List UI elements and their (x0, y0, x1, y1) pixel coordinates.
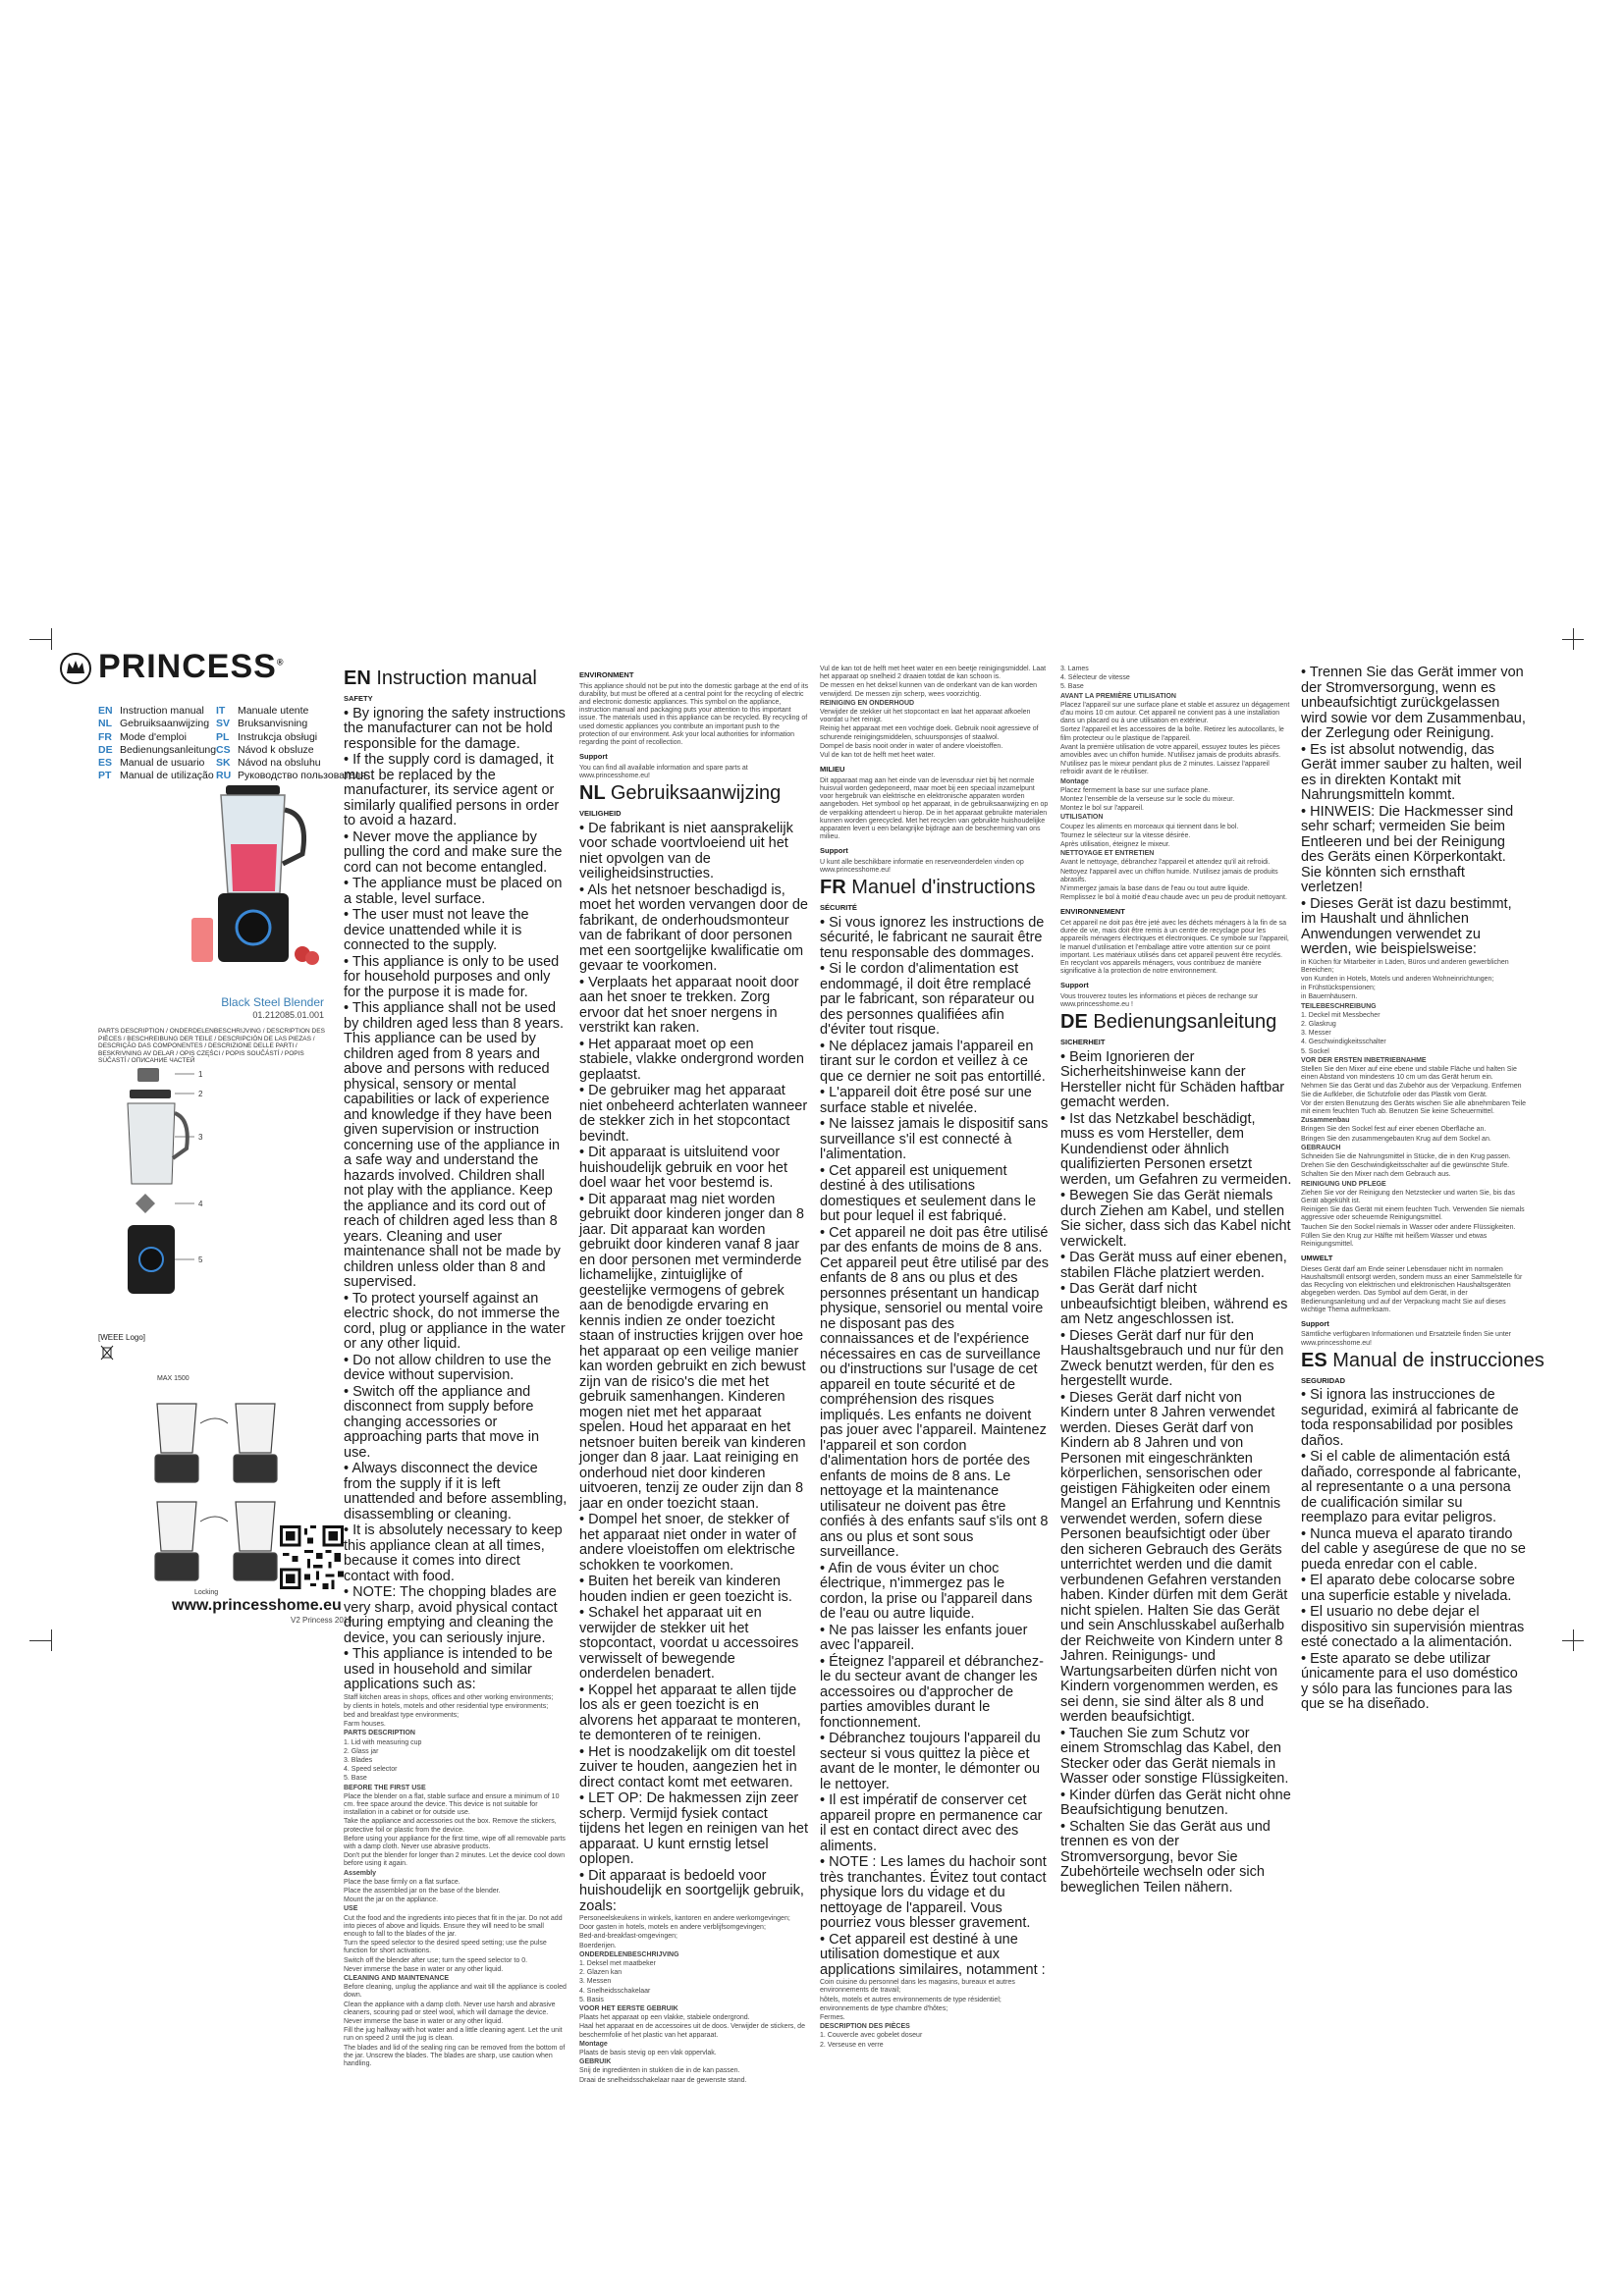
safety-item: • To protect yourself against an electric shock, do not immerse the cord, plug or appliance in the water or any other liquid. (344, 1292, 568, 1353)
crop-mark (51, 628, 52, 650)
safety-item: • Tauchen Sie zum Schutz vor einem Stromschlag das Kabel, den Stecker oder das Gerät niemals in Wasser oder sonstige Flüssigkeiten. (1060, 1727, 1292, 1788)
column-nl (579, 666, 809, 2086)
safety-item: • Cet appareil est uniquement destiné à des utilisations domestiques et seulement dans le but pour lequel il est fabriqué. (820, 1164, 1050, 1225)
safety-item: • Cet appareil est destiné à une utilisation domestique et aux applications similaires, notamment : (820, 1933, 1050, 1979)
safety-item: • Schakel het apparaat uit en verwijder de stekker uit het stopcontact, voordat u accessoires verwisselt of bewegende onderdelen benadert. (579, 1606, 809, 1682)
safety-item: • Dieses Gerät ist dazu bestimmt, im Haushalt und ähnlichen Anwendungen verwendet zu werden, wie beispielsweise: (1301, 897, 1529, 958)
diagram-label: 1 (198, 1070, 203, 1079)
max-label: MAX 1500 (157, 1375, 189, 1382)
safety-item: • By ignoring the safety instructions the manufacturer can not be hold responsible for the damage. (344, 707, 568, 753)
small-text: in Küchen für Mitarbeiter in Läden, Büros und anderen gewerblichen Bereichen; von Kunden in Hotels, Motels und anderen Wohneinrichtungen; in Frühstückspensionen; in Bauernhäusern. TEILEBESCHREIBUNG 1. Deckel mit Messbecher 2. Glaskrug 3. Messer 4. Geschwindigkeitsschalter 5. Sockel VOR DER ERSTEN INBETRIEBNAHME Stellen Sie den Mixer auf eine ebene und stabile Fläche und halten Sie einen Abstand von mindestens 10 cm um das Gerät herum ein. Nehmen Sie das Gerät und das Zubehör aus der Verpackung. Entfernen Sie die Aufkleber, die Schutzfolie oder das Plastik vom Gerät. Vor der ersten Benutzung des Geräts wischen Sie alle abnehmbaren Teile mit einem feuchten Tuch ab. Benutzen Sie keine Scheuermittel. Zusammenbau Bringen Sie den Sockel fest auf einer ebenen Oberfläche an. Bringen Sie den zusammengebauten Krug auf dem Sockel an. GEBRAUCH Schneiden Sie die Nahrungsmittel in Stücke, die in den Krug passen. Drehen Sie den Geschwindigkeitsschalter auf die gewünschte Stufe. Schalten Sie den Mixer nach dem Gebrauch aus. REINIGUNG UND PFLEGE Ziehen Sie vor der Reinigung den Netzstecker und warten Sie, bis das Gerät abgekühlt ist. Reinigen Sie das Gerät mit einem feuchten Tuch. Verwenden Sie niemals aggressive oder scheuernde Reinigungsmittel. Tauchen Sie den Sockel niemals in Wasser oder andere Flüssigkeiten. Füllen Sie den Krug zur Hälfte mit heißem Wasser und etwas Reinigungsmittel. (1301, 958, 1527, 1248)
safety-heading: SEGURIDAD (1301, 1375, 1346, 1385)
small-text: 3. Lames 4. Sélecteur de vitesse 5. Base AVANT LA PREMIÈRE UTILISATION Placez l'appareil sur une surface plane et stable et assurez un dégagement d'au moins 10 cm autour. Cet appareil ne convient pas à une installation dans un placard ou à une utilisation en extérieur. Sortez l'appareil et les accessoires de la boîte. Retirez les autocollants, le film protecteur ou le plastique de l'appareil. Avant la première utilisation de votre appareil, essuyez toutes les pièces amovibles avec un chiffon humide. N'utilisez jamais de produits abrasifs. N'utilisez pas le mixeur pendant plus de 2 minutes. Laissez l'appareil refroidir avant de le réutiliser. Montage Placez fermement la base sur une surface plane. Montez l'ensemble de la verseuse sur le socle du mixeur. Montez le bol sur l'appareil. UTILISATION Coupez les aliments en morceaux qui tiennent dans le bol. Tournez le sélecteur sur la vitesse désirée. Après utilisation, éteignez le mixeur. NETTOYAGE ET ENTRETIEN Avant le nettoyage, débranchez l'appareil et attendez qu'il ait refroidi. Nettoyez l'appareil avec un chiffon humide. N'utilisez jamais de produits abrasifs. N'immergez jamais la base dans de l'eau ou tout autre liquide. Remplissez le bol à moitié d'eau chaude avec un peu de produit nettoyant. (1060, 666, 1290, 902)
parts-diagram (118, 1068, 216, 1313)
safety-item: • Beim Ignorieren der Sicherheitshinweise kann der Hersteller nicht für Schäden haftbar gemacht werden. (1060, 1050, 1292, 1111)
safety-item: • Dit apparaat mag niet worden gebruikt door kinderen jonger dan 8 jaar. Dit apparaat kan worden gebruikt door kinderen vanaf 8 jaar en door personen met verminderde lichamelijke, zintuiglijke of geestelijke vermogens of gebrek aan de benodigde ervaring en kennis indien ze onder toezicht staan of instructies krijgen over hoe het apparaat op een veilige manier kan worden gebruikt en zich bewust zijn van de risico's die met het gebruik samenhangen. Kinderen mogen niet met het apparaat spelen. Houd het apparaat en het netsnoer buiten bereik van kinderen jonger dan 8 jaar. Laat reiniging en onderhoud niet door kinderen uitvoeren, tenzij ze ouder zijn dan 8 jaar en onder toezicht staan. (579, 1193, 809, 1513)
safety-item: • L'appareil doit être posé sur une surface stable et nivelée. (820, 1086, 1050, 1116)
safety-item: • Always disconnect the device from the supply if it is left unattended and before assembling, disassembling or cleaning. (344, 1462, 568, 1522)
safety-item: • Do not allow children to use the device without supervision. (344, 1354, 568, 1384)
support-text: Vous trouverez toutes les informations et pièces de rechange sur www.princesshome.eu ! (1060, 992, 1259, 1009)
safety-item: • Cet appareil ne doit pas être utilisé par des enfants de moins de 8 ans. Cet appareil peut être utilisé par des enfants de 8 ans ou plus et des personnes présentant un handicap physique, sensoriel ou mental voire ne disposant pas des connaissances et de l'expérience nécessaires en cas de surveillance ou d'instructions sur l'usage de cet appareil en toute sécurité et de compréhension des risques impliqués. Les enfants ne doivent pas jouer avec l'appareil. Maintenez l'appareil et son cordon d'alimentation hors de portée des enfants de moins de 8 ans. Le nettoyage et la maintenance utilisateur ne doivent pas être confiés à des enfants sauf s'ils ont 8 ans ou plus et sont sous surveillance. (820, 1226, 1050, 1561)
safety-item: • De gebruiker mag het apparaat niet onbeheerd achterlaten wanneer de stekker zich in het stopcontact bevindt. (579, 1084, 809, 1145)
safety-item: • El aparato debe colocarse sobre una superficie estable y nivelada. (1301, 1574, 1529, 1604)
safety-item: • Afin de vous éviter un choc électrique, n'immergez pas le cordon, la prise ou l'appareil dans de l'eau ou autre liquide. (820, 1562, 1050, 1623)
safety-item: • LET OP: De hakmessen zijn zeer scherp. Vermijd fysiek contact tijdens het legen en reinigen van het apparaat. U kunt ernstig letsel oplopen. (579, 1791, 809, 1868)
safety-item: • This appliance is intended to be used in household and similar applications such as: (344, 1647, 568, 1693)
language-item: NL Gebruiksaanwijzing (98, 718, 210, 730)
date-code: V2 Princess 2015 (291, 1616, 352, 1625)
safety-item: • Il est impératif de conserver cet appareil propre en permanence car il est en contact direct avec des aliments. (820, 1793, 1050, 1854)
safety-list (579, 822, 809, 1915)
small-text: Staff kitchen areas in shops, offices and other working environments; by clients in hotels, motels and other residential type environments; bed and breakfast type environments; Farm houses. PARTS DESCRIPTION 1. Lid with measuring cup 2. Glass jar 3. Blades 4. Speed selector 5. Base BEFORE THE FIRST USE Place the blender on a flat, stable surface and ensure a minimum of 10 cm. free space around the device. This device is not suitable for installation in a cabinet or for outside use. Take the appliance and accessories out the box. Remove the stickers, protective foil or plastic from the device. Before using your appliance for the first time, wipe off all removable parts with a damp cloth. Never use abrasive products. Don't put the blender for longer than 2 minutes. Let the device cool down before using it again. Assembly Place the base firmly on a flat surface. Place the assembled jar on the base of the blender. Mount the jar on the appliance. USE Cut the food and the ingredients into pieces that fit in the jar. Do not add into pieces of above and liquids. Ensure they will need to be small enough to fall to the blades of the jar. Turn the speed selector to the desired speed setting; use the pulse function for short activations. Switch off the blender after use; turn the speed selector to 0. Never immerse the base in water or any other liquid. CLEANING AND MAINTENANCE Before cleaning, unplug the appliance and wait till the appliance is cooled down. Clean the appliance with a damp cloth. Never use harsh and abrasive cleaners, scouring pad or steel wool, which will damage the device. Never immerse the base in water or any other liquid. Fill the jug halfway with hot water and a little cleaning agent. Let the unit run on speed 2 until the jug is clean. The blades and lid of the sealing ring can be removed from the bottom of the jar. Unscrew the blades. The blades are sharp, use caution when handling. (344, 1693, 567, 2068)
safety-list (344, 707, 568, 1693)
safety-list (820, 916, 1050, 1979)
environment-text: Cet appareil ne doit pas être jeté avec les déchets ménagers à la fin de sa durée de vie, mais doit être remis à un centre de recyclage pour les appareils ménagers électriques et électroniques. Ce symbole sur l'appareil, le manuel d'utilisation et l'emballage attire votre attention sur ce point important. Les matériaux utilisés dans cet appareil peuvent être recyclés. En recyclant vos appareils ménagers, vous contribuez de manière significative à la protection de notre environnement. (1060, 919, 1289, 976)
language-item: SK Návod na obsluhu (216, 757, 321, 770)
language-item: EN Instruction manual (98, 705, 204, 717)
safety-item: • Verplaats het apparaat nooit door aan het snoer te trekken. Zorg ervoor dat het snoer nergens in verstrikt kan raken. (579, 976, 809, 1037)
safety-item: • The appliance must be placed on a stable, level surface. (344, 877, 568, 907)
language-item: DE Bedienungsanleitung (98, 743, 217, 756)
support-heading: Support (1301, 1318, 1329, 1328)
safety-item: • De fabrikant is niet aansprakelijk voor schade voortvloeiend uit het niet opvolgen van de veiligheidsinstructies. (579, 822, 809, 882)
safety-item: • If the supply cord is damaged, it must be replaced by the manufacturer, its service agent or similarly qualified persons in order to avoid a hazard. (344, 753, 568, 829)
column-en (344, 666, 568, 2069)
safety-item: • Nunca mueva el aparato tirando del cable y asegúrese de que no se pueda enredar con el cable. (1301, 1527, 1529, 1574)
safety-list (1301, 666, 1529, 958)
section-heading-nl: NL Gebruiksaanwijzing (579, 782, 782, 805)
crop-mark (1562, 639, 1584, 640)
safety-item: • Buiten het bereik van kinderen houden indien er geen toezicht is. (579, 1575, 809, 1605)
safety-item: • Das Gerät muss auf einer ebenen, stabilen Fläche platziert werden. (1060, 1251, 1292, 1281)
safety-item: • Koppel het apparaat te allen tijde los als er geen toezicht is en alvorens het apparaat te monteren, te demonteren of te reinigen. (579, 1683, 809, 1744)
safety-heading: VEILIGHEID (579, 809, 622, 819)
product-photo (187, 785, 324, 972)
section-heading-es: ES Manual de instrucciones (1301, 1349, 1544, 1371)
environment-text: Dieses Gerät darf am Ende seiner Lebensdauer nicht im normalen Haushaltsmüll entsorgt werden, sondern muss an einer Sammelstelle für das Recycling von elektrischen und elektronischen Haushaltsgeräten abgegeben werden. Das Symbol auf dem Gerät, in der Bedienungsanleitung und auf der Verpackung macht Sie auf dieses wichtige Thema aufmerksam. (1301, 1265, 1523, 1313)
product-name: Black Steel Blender (221, 995, 324, 1009)
language-item: SV Bruksanvisning (216, 718, 308, 730)
support-heading: Support (1060, 981, 1089, 990)
safety-list (1301, 1388, 1529, 1713)
safety-item: • Si le cordon d'alimentation est endommagé, il doit être remplacé par le fabricant, son réparateur ou des personnes qualifiées afin d'éviter tout risque. (820, 962, 1050, 1039)
column-fr (820, 666, 1050, 2051)
section-heading-fr: FR Manuel d'instructions (820, 877, 1036, 899)
safety-item: • Bewegen Sie das Gerät niemals durch Ziehen am Kabel, und stellen Sie sicher, dass sich das Kabel nicht verwickelt. (1060, 1189, 1292, 1250)
safety-item: • Este aparato se debe utilizar únicamente para el uso doméstico y sólo para las funciones para las que se ha diseñado. (1301, 1652, 1529, 1713)
safety-item: • Switch off the appliance and disconnect from supply before changing accessories or approaching parts that move in use. (344, 1385, 568, 1462)
safety-item: • Dieses Gerät darf nicht von Kindern unter 8 Jahren verwendet werden. Dieses Gerät darf von Kindern ab 8 Jahren und von Personen mit eingeschränkten körperlichen, sensorischen oder geistigen Fähigkeiten oder einem Mangel an Erfahrung und Kenntnis verwendet werden, sofern diese Personen beaufsichtigt oder über den sicheren Gebrauch des Geräts unterrichtet werden und die damit verbundenen Gefahren verstanden haben. Kinder dürfen mit dem Gerät nicht spielen. Halten Sie das Gerät und sein Anschlusskabel außerhalb der Reichweite von Kindern unter 8 Jahren. Reinigungs- und Wartungsarbeiten dürfen nicht von Kindern vorgenommen werden, es sei denn, sie sind älter als 8 und werden beaufsichtigt. (1060, 1391, 1292, 1726)
safety-heading: SÉCURITÉ (820, 903, 857, 913)
language-item: IT Manuale utente (216, 705, 309, 717)
safety-item: • Het is noodzakelijk om dit toestel zuiver te houden, aangezien het in direct contact komt met eetwaren. (579, 1745, 809, 1791)
safety-item: • Dieses Gerät darf nur für den Haushaltsgebrauch und nur für den Zweck benutzt werden, für den es hergestellt wurde. (1060, 1329, 1292, 1390)
diagram-label: 3 (198, 1133, 203, 1142)
safety-heading: SAFETY (344, 694, 373, 703)
environment-heading: MILIEU (820, 765, 845, 774)
safety-item: • Dompel het snoer, de stekker of het apparaat niet onder in water of andere vloeistoffen om elektrische schokken te voorkomen. (579, 1513, 809, 1574)
safety-item: • Schalten Sie das Gerät aus und trennen es von der Stromversorgung, bevor Sie Zubehörteile wechseln oder sich beweglichen Teilen nähern. (1060, 1820, 1292, 1896)
support-text: You can find all available information and spare parts at www.princesshome.eu! (579, 764, 748, 779)
safety-item: • Ist das Netzkabel beschädigt, muss es vom Hersteller, dem Kundendienst oder ähnlich qualifizierten Personen ersetzt werden, um Gefahren zu vermeiden. (1060, 1112, 1292, 1189)
safety-item: • Ne laissez jamais le dispositif sans surveillance s'il est connecté à l'alimentation. (820, 1117, 1050, 1163)
safety-item: • This appliance shall not be used by children aged less than 8 years. This appliance can be used by children aged from 8 years and above and persons with reduced physical, sensory or mental capabilities or lack of experience and knowledge if they have been given supervision or instruction concerning use of the appliance in a safe way and understand the hazards involved. Children shall not play with the appliance. Keep the appliance and its cord out of reach of children aged less than 8 years. Cleaning and user maintenance shall not be made by children unless older than 8 and supervised. (344, 1001, 568, 1291)
safety-list (1060, 1050, 1292, 1896)
environment-heading: UMWELT (1301, 1254, 1333, 1263)
crop-mark (29, 639, 51, 640)
safety-item: • Als het netsnoer beschadigd is, moet het worden vervangen door de fabrikant, de onderhoudsmonteur van de fabrikant of door personen met een soortgelijke kwalificatie om gevaar te voorkomen. (579, 883, 809, 975)
weee-label: [WEEE Logo] (98, 1333, 146, 1342)
environment-text: Dit apparaat mag aan het einde van de levensduur niet bij het normale huisvuil worden gedeponeerd, maar moet bij een speciaal inzamelpunt voor hergebruik van elektrische en elektronische apparaten worden aangeboden. Het symbool op het apparaat, in de gebruiksaanwijzing en op de verpakking attendeert u hierop. De in het apparaat gebruikte materialen kunnen worden gerecycled. Met het recyclen van gebruikte huishoudelijke apparaten levert u een belangrijke bijdrage aan de bescherming van ons milieu. (820, 776, 1049, 841)
locking-label: Locking (194, 1589, 219, 1596)
environment-heading: ENVIRONNEMENT (1060, 907, 1125, 917)
safety-item: • Trennen Sie das Gerät immer von der Stromversorgung, wenn es unbeaufsichtigt zurückgelassen wird sowie vor dem Zusammenbau, der Zerlegung oder Reinigung. (1301, 666, 1529, 742)
safety-item: • Es ist absolut notwendig, das Gerät immer sauber zu halten, weil es in direkten Kontakt mit Nahrungsmitteln kommt. (1301, 743, 1529, 804)
qr-code (280, 1525, 344, 1589)
diagram-label: 2 (198, 1090, 203, 1098)
weee-bin-icon (100, 1345, 114, 1361)
safety-item: • Éteignez l'appareil et débranchez-le du secteur avant de changer les accessoires ou d'approcher de parties amovibles durant le fonctionnement. (820, 1655, 1050, 1732)
safety-item: • The user must not leave the device unattended while it is connected to the supply. (344, 908, 568, 954)
support-text: Sämtliche verfügbaren Informationen und Ersatzteile finden Sie unter www.princesshome.eu! (1301, 1331, 1512, 1347)
diagram-label: 4 (198, 1200, 203, 1208)
support-heading: Support (820, 846, 848, 856)
safety-item: • Het apparaat moet op een stabiele, vlakke ondergrond worden geplaatst. (579, 1038, 809, 1084)
column-de (1060, 666, 1292, 1896)
safety-item: • Das Gerät darf nicht unbeaufsichtigt bleiben, während es am Netz angeschlossen ist. (1060, 1282, 1292, 1328)
safety-item: • Si el cable de alimentación está dañado, corresponde al fabricante, al representante o a una persona de cualificación similar su reemplazo para evitar peligros. (1301, 1450, 1529, 1526)
safety-item: • Ne pas laisser les enfants jouer avec l'appareil. (820, 1624, 1050, 1654)
brand-url: www.princesshome.eu (172, 1597, 342, 1614)
safety-item: • It is absolutely necessary to keep this appliance clean at all times, because it comes into direct contact with food. (344, 1523, 568, 1584)
crop-mark (29, 1640, 51, 1641)
small-text: Vul de kan tot de helft met heet water en een beetje reinigingsmiddel. Laat het apparaat op snelheid 2 draaien totdat de kan schoon is. De messen en het deksel kunnen van de onderkant van de kan worden verwijderd. De messen zijn scherp, wees voorzichtig. REINIGING EN ONDERHOUD Verwijder de stekker uit het stopcontact en laat het apparaat afkoelen voordat u het reinigt. Reinig het apparaat met een vochtige doek. Gebruik nooit agressieve of schurende reinigingsmiddelen, schuursponsjes of staalwol. Dompel de basis nooit onder in water of andere vloeistoffen. Vul de kan tot de helft met heet water. (820, 666, 1047, 760)
crop-mark (51, 1629, 52, 1651)
safety-item: • Never move the appliance by pulling the cord and make sure the cord can not become entangled. (344, 830, 568, 877)
language-item: CS Návod k obsluze (216, 743, 314, 756)
parts-heading: PARTS DESCRIPTION / ONDERDELENBESCHRIJVING / DESCRIPTION DES PIÈCES / BESCHREIBUNG DER TEILE / DESCRIPCIÓN DE LAS PIEZAS / DESCRIÇÃO DAS COMPONENTES / DESCRIZIONE DELLE PARTI / BESKRIVNING AV DELAR / OPIS CZĘŚCI / POPIS SOUČÁSTÍ / POPIS SÚČASTÍ / ОПИСАНИЕ ЧАСТЕЙ (98, 1028, 325, 1064)
crop-mark (1562, 1640, 1584, 1641)
safety-item: • NOTE : Les lames du hachoir sont très tranchantes. Évitez tout contact physique lors du vidage et du nettoyage de l'appareil. Vous pourriez vous blesser gravement. (820, 1855, 1050, 1932)
language-item: RU Руководство пользователя (216, 770, 366, 782)
product-code: 01.212085.01.001 (252, 1010, 324, 1020)
language-item: PT Manual de utilização (98, 770, 214, 782)
brand-logo: PRINCESS® (59, 648, 284, 686)
safety-item: • Dit apparaat is bedoeld voor huishoudelijk en soortgelijk gebruik, zoals: (579, 1869, 809, 1915)
brand-logo-text: PRINCESS (98, 648, 277, 685)
safety-item: • Si ignora las instrucciones de seguridad, eximirá al fabricante de toda responsabilidad por posibles daños. (1301, 1388, 1529, 1449)
safety-item: • Débranchez toujours l'appareil du secteur si vous quittez la pièce et avant de le monter, le démonter ou le nettoyer. (820, 1732, 1050, 1792)
safety-item: • Si vous ignorez les instructions de sécurité, le fabricant ne saurait être tenu responsable des dommages. (820, 916, 1050, 962)
section-heading-en: EN Instruction manual (344, 667, 537, 689)
language-item: ES Manual de usuario (98, 757, 205, 770)
small-text: Coin cuisine du personnel dans les magasins, bureaux et autres environnements de travail; hôtels, motels et autres environnements de type résidentiel; environnements de type chambre d'hôtes; Fermes. DESCRIPTION DES PIÈCES 1. Couvercle avec gobelet doseur 2. Verseuse en verre (820, 1979, 1015, 2049)
safety-item: • This appliance is only to be used for household purposes and only for the purpose it is made for. (344, 955, 568, 1001)
small-text: Personeelskeukens in winkels, kantoren en andere werkomgevingen; Door gasten in hotels, motels en andere verblijfsomgevingen; Bed-and-breakfast-omgevingen; Boerderijen. ONDERDELENBESCHRIJVING 1. Deksel met maatbeker 2. Glazen kan 3. Messen 4. Snelheidsschakelaar 5. Basis VOOR HET EERSTE GEBRUIK Plaats het apparaat op een vlakke, stabiele ondergrond. Haal het apparaat en de accessoires uit de doos. Verwijder de stickers, de beschermfolie of het plastic van het apparaat. Montage Plaats de basis stevig op een vlak oppervlak. GEBRUIK Snij de ingrediënten in stukken die in de kan passen. Draai de snelheidsschakelaar naar de gewenste stand. (579, 1915, 805, 2084)
language-item: PL Instrukcja obsługi (216, 730, 318, 743)
safety-item: • Ne déplacez jamais l'appareil en tirant sur le cordon et veillez à ce que ce dernier ne soit pas entortillé. (820, 1040, 1050, 1086)
crown-icon (59, 653, 92, 684)
environment-text: This appliance should not be put into the domestic garbage at the end of its durability, but must be offered at a central point for the recycling of electric and electronic domestic appliances. This symbol on the appliance, instruction manual and packaging puts your attention to this important issue. The materials used in this appliance can be recycled. By recycling of used domestic appliances you contribute an important push to the protection of our environment. Ask your local authorities for information regarding the point of recollection. (579, 682, 809, 746)
environment-heading: ENVIRONMENT (579, 670, 634, 679)
section-heading-de: DE Bedienungsanleitung (1060, 1011, 1277, 1034)
safety-item: • NOTE: The chopping blades are very sharp, avoid physical contact during emptying and cleaning the device, you can seriously injure. (344, 1585, 568, 1646)
column-es (1301, 665, 1544, 1714)
safety-item: • HINWEIS: Die Hackmesser sind sehr scharf; vermeiden Sie beim Entleeren und bei der Reinigung des Geräts einen Körperkontakt. Sie könnten sich ernsthaft verletzen! (1301, 805, 1529, 896)
safety-item: • El usuario no debe dejar el dispositivo sin supervisión mientras esté conectado a la alimentación. (1301, 1605, 1529, 1651)
language-item: FR Mode d'emploi (98, 730, 187, 743)
diagram-label: 5 (198, 1255, 203, 1264)
support-heading: Support (579, 752, 608, 762)
support-text: U kunt alle beschikbare informatie en reserveonderdelen vinden op www.princesshome.eu! (820, 858, 1024, 875)
safety-heading: SICHERHEIT (1060, 1038, 1106, 1047)
safety-item: • Kinder dürfen das Gerät nicht ohne Beaufsichtigung benutzen. (1060, 1789, 1292, 1819)
safety-item: • Dit apparaat is uitsluitend voor huishoudelijk gebruik en voor het doel waar het voor bestemd is. (579, 1146, 809, 1192)
